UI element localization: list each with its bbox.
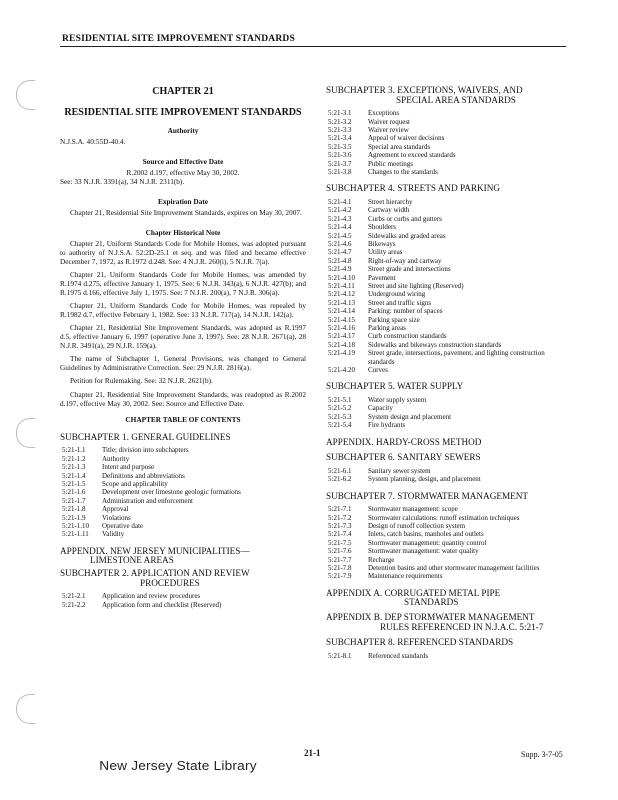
section-number: 5:21-1.2: [62, 454, 86, 463]
toc-entry: [326, 265, 566, 273]
section-number: 5:21-3.1: [328, 109, 352, 118]
toc-entry: [326, 522, 539, 530]
section-title: Sidewalks and bikeways construction standards: [368, 340, 502, 349]
appendix-b-line: APPENDIX B. DEP STORMWATER MANAGEMENT: [326, 612, 535, 623]
library-stamp: New Jersey State Library: [99, 758, 257, 773]
toc-entry: [60, 522, 241, 530]
expiration-heading: Expiration Date: [157, 196, 209, 206]
section-title: Application and review procedures: [102, 592, 201, 601]
section-title: Street and traffic signs: [368, 298, 432, 307]
section-number: 5:21-5.2: [328, 404, 352, 413]
toc-entry: [60, 497, 241, 505]
section-title: Street and site lighting (Reserved): [368, 282, 464, 290]
section-title: Recharge: [368, 555, 395, 564]
section-title: System design and placement: [368, 412, 452, 421]
section-number: 5:21-4.2: [328, 206, 352, 215]
subchapter-3-title: [326, 86, 566, 105]
section-title: Stormwater management: quantity control: [368, 538, 487, 547]
subchapter-1-title: SUBCHAPTER 1. GENERAL GUIDELINES: [60, 431, 231, 442]
toc-entry: [326, 316, 566, 324]
toc-entry: [326, 349, 566, 366]
toc-entry: [326, 505, 539, 513]
history-paragraph: Chapter 21, Uniform Standards Code for Mobile Homes, was amended by R.1974 d.275, effective January 1, 1975. See: 6 N.J.R. 343(a), 6 N.J.R. 427(b); and R.1975 d.166, effective July 1, 1975. See: 7 N.J.R. 200(a), 7 N.J.R. 306(a).: [60, 270, 306, 297]
toc-entry: [60, 592, 221, 600]
section-title: Sanitary sewer system: [368, 466, 431, 475]
section-number: 5:21-7.2: [328, 513, 352, 522]
toc-entry: [60, 455, 241, 463]
section-title: Street grade and intersections: [368, 265, 451, 274]
section-number: 5:21-4.15: [328, 315, 356, 324]
section-title: Authority: [102, 454, 130, 463]
appendix-b-title: [326, 613, 566, 632]
section-title: Curves: [368, 365, 388, 374]
section-title: Violations: [102, 513, 131, 522]
subchapter-3-title-line: SPECIAL AREA STANDARDS: [396, 94, 516, 105]
history-paragraph: Chapter 21, Uniform Standards Code for Mobile Homes, was adopted pursuant to authority of N.J.S.A. 52:2D-25.1 et seq. and was filed and became effective December 7, 1972, as R.1972 d.248. See: 4 N.J.R. 260(i), 5 N.J.R. 7(a).: [60, 239, 306, 266]
section-title: Appeal of waiver decisions: [368, 134, 445, 143]
toc-entry: [60, 601, 221, 609]
toc-entry: [60, 530, 241, 538]
toc-entry: [326, 290, 566, 298]
section-title: Parking space size: [368, 315, 420, 324]
section-number: 5:21-7.8: [328, 564, 352, 572]
section-number: 5:21-1.5: [62, 480, 86, 489]
toc-entry: [326, 274, 566, 282]
section-number: 5:21-7.6: [328, 547, 352, 556]
appendix-a-title: [326, 589, 566, 608]
section-number: 5:21-7.3: [328, 522, 352, 531]
section-title: Title; division into subchapters: [102, 446, 189, 455]
toc-entry: [326, 118, 456, 126]
section-title: Stormwater calculations: runoff estimation techniques: [368, 513, 520, 522]
toc-entry: [326, 556, 539, 564]
authority-text: N.J.S.A. 40:55D-40.4.: [60, 137, 126, 147]
section-number: 5:21-4.8: [328, 256, 352, 265]
subchapter-2-title: [60, 569, 306, 588]
section-number: 5:21-3.8: [328, 168, 352, 177]
toc-entry: [326, 539, 539, 547]
toc-entry: [326, 413, 451, 421]
section-title: Street grade, intersections, pavement, and lighting construction standards: [368, 349, 545, 366]
section-number: 5:21-3.2: [328, 117, 352, 126]
subchapter-2-title-line: SUBCHAPTER 2. APPLICATION AND REVIEW: [60, 568, 250, 579]
subchapter-6-title: SUBCHAPTER 6. SANITARY SEWERS: [326, 452, 481, 463]
supplement-date: Supp. 3-7-05: [521, 750, 563, 759]
toc-entry: [326, 143, 456, 151]
page-number: 21-1: [304, 748, 321, 758]
toc-entry: [326, 299, 566, 307]
section-title: Design of runoff collection system: [368, 522, 466, 531]
section-number: 5:21-4.20: [328, 365, 356, 374]
subchapter-8-list: [326, 652, 428, 660]
section-number: 5:21-3.4: [328, 134, 352, 143]
section-number: 5:21-4.16: [328, 323, 356, 332]
section-title: Curbs or curbs and gutters: [368, 214, 442, 223]
toc-entry: [60, 472, 241, 480]
section-title: Special area standards: [368, 142, 431, 151]
section-number: 5:21-4.1: [328, 198, 352, 207]
section-number: 5:21-4.19: [328, 349, 356, 358]
subchapter-1-list: [60, 446, 241, 538]
section-title: Underground wiring: [368, 290, 426, 299]
toc-entry: [326, 307, 566, 315]
source-line: See: 33 N.J.R. 3391(a), 34 N.J.R. 2311(b).: [60, 177, 185, 187]
subchapter-6-list: [326, 467, 481, 484]
section-title: Pavement: [368, 273, 396, 282]
section-title: Waiver review: [368, 126, 409, 135]
subchapter-3-title-line: SUBCHAPTER 3. EXCEPTIONS, WAIVERS, AND: [326, 85, 523, 95]
section-title: Approval: [102, 505, 129, 514]
section-number: 5:21-5.4: [328, 421, 352, 430]
section-title: Stormwater management: scope: [368, 505, 458, 514]
toc-entry: [326, 109, 456, 117]
section-number: 5:21-1.10: [62, 522, 90, 530]
toc-entry: [326, 514, 539, 522]
subchapter-4-title: SUBCHAPTER 4. STREETS AND PARKING: [326, 183, 500, 194]
section-number: 5:21-7.5: [328, 538, 352, 547]
section-number: 5:21-7.9: [328, 572, 352, 581]
subchapter-5-list: [326, 396, 451, 430]
section-number: 5:21-1.6: [62, 488, 86, 497]
history-paragraph: Petition for Rulemaking. See: 32 N.J.R. 2621(b).: [70, 376, 213, 386]
section-number: 5:21-4.3: [328, 214, 352, 223]
toc-entry: [326, 564, 539, 572]
section-title: Inlets, catch basins, manholes and outlets: [368, 530, 484, 539]
section-number: 5:21-1.7: [62, 496, 86, 505]
toc-entry: [60, 446, 241, 454]
section-title: Water supply system: [368, 395, 427, 404]
section-title: Parking areas: [368, 323, 406, 332]
section-title: Application form and checklist (Reserved): [102, 600, 222, 609]
section-number: 5:21-4.11: [328, 282, 355, 290]
section-title: Changes to the standards: [368, 168, 438, 177]
section-title: Operative date: [102, 522, 144, 530]
toc-entry: [326, 404, 451, 412]
section-title: Exceptions: [368, 109, 400, 118]
chapter-number: CHAPTER 21: [152, 86, 214, 97]
section-number: 5:21-1.1: [62, 446, 86, 455]
history-heading: Chapter Historical Note: [145, 227, 221, 237]
section-title: Sidewalks and graded areas: [368, 231, 446, 240]
section-number: 5:21-6.1: [328, 466, 352, 475]
section-title: Capacity: [368, 404, 393, 413]
toc-entry: [326, 198, 566, 206]
section-number: 5:21-3.5: [328, 142, 352, 151]
toc-entry: [326, 126, 456, 134]
toc-entry: [326, 547, 539, 555]
section-number: 5:21-1.4: [62, 471, 86, 480]
toc-entry: [326, 341, 566, 349]
section-title: Utility areas: [368, 248, 403, 257]
source-line: R.2002 d.197, effective May 30, 2002.: [126, 168, 240, 178]
section-title: Intent and purpose: [102, 463, 155, 472]
section-title: Validity: [102, 530, 125, 539]
toc-entry: [326, 134, 456, 142]
section-title: Bikeways: [368, 240, 396, 249]
history-paragraph: Chapter 21, Residential Site Improvement Standards, was adopted as R.1997 d.5, effective January 6, 1997 (operative June 3, 1997). See: 28 N.J.R. 2671(a), 28 N.J.R. 3491(a), 29 N.J.R. 159(a).: [60, 323, 306, 350]
section-title: Definitions and abbreviations: [102, 471, 185, 480]
section-number: 5:21-3.3: [328, 126, 352, 135]
toc-entry: [326, 652, 428, 660]
toc-entry: [326, 160, 456, 168]
history-paragraph: Chapter 21, Residential Site Improvement Standards, was readopted as R.2002 d.197, effective May 30, 2002. See: Source and Effective Date.: [60, 390, 306, 408]
section-title: Fire hydrants: [368, 421, 406, 430]
section-number: 5:21-4.18: [328, 340, 356, 349]
section-title: Referenced standards: [368, 652, 429, 661]
section-number: 5:21-4.6: [328, 240, 352, 249]
toc-entry: [326, 366, 566, 374]
header-rule: [60, 46, 566, 47]
section-number: 5:21-5.3: [328, 412, 352, 421]
section-number: 5:21-4.7: [328, 248, 352, 257]
section-title: Shoulders: [368, 223, 396, 232]
appendix-nj-line: LIMESTONE AREAS: [90, 555, 174, 566]
section-number: 5:21-5.1: [328, 395, 352, 404]
authority-heading: Authority: [167, 125, 199, 135]
toc-entry: [326, 151, 456, 159]
section-number: 5:21-6.2: [328, 475, 352, 484]
history-paragraph: The name of Subchapter 1, General Provisions, was changed to General Guidelines by Administrative Correction. See: 29 N.J.R. 2816(a).: [60, 354, 306, 372]
appendix-a-line: APPENDIX A. CORRUGATED METAL PIPE: [326, 587, 501, 598]
section-title: Scope and applicability: [102, 480, 168, 489]
section-number: 5:21-7.7: [328, 555, 352, 564]
subchapter-5-title: SUBCHAPTER 5. WATER SUPPLY: [326, 381, 464, 392]
toc-entry: [326, 282, 566, 290]
toc-entry: [60, 463, 241, 471]
toc-entry: [326, 232, 566, 240]
section-title: Stormwater management: water quality: [368, 547, 479, 556]
toc-entry: [326, 530, 539, 538]
toc-entry: [326, 467, 481, 475]
subchapter-4-list: [326, 198, 566, 374]
left-column: [60, 86, 306, 617]
expiration-text: Chapter 21, Residential Site Improvement Standards, expires on May 30, 2007.: [70, 208, 302, 218]
section-title: Cartway width: [368, 206, 410, 215]
section-number: 5:21-4.17: [328, 332, 356, 341]
subchapter-3-list: [326, 109, 456, 176]
toc-entry: [326, 324, 566, 332]
appendix-a-line: STANDARDS: [404, 597, 459, 608]
right-column: [326, 86, 566, 668]
section-title: Waiver request: [368, 117, 410, 126]
punch-hole-mark: [16, 694, 35, 724]
section-title: Curb construction standards: [368, 332, 447, 341]
section-title: Maintenance requirements: [368, 572, 443, 581]
section-title: Detention basins and other stormwater management facilities: [368, 564, 540, 572]
source-heading: Source and Effective Date: [142, 156, 224, 166]
subchapter-2-title-line: PROCEDURES: [140, 577, 200, 588]
appendix-b-line: RULES REFERENCED IN N.J.A.C. 5:21-7: [380, 621, 544, 632]
toc-entry: [60, 480, 241, 488]
section-title: Street hierarchy: [368, 198, 413, 207]
appendix-hardy-title: APPENDIX. HARDY-CROSS METHOD: [326, 436, 482, 447]
section-number: 5:21-7.4: [328, 530, 352, 539]
section-number: 5:21-4.5: [328, 231, 352, 240]
toc-entry: [326, 215, 566, 223]
toc-entry: [326, 257, 566, 265]
section-title: Public meetings: [368, 159, 413, 168]
toc-entry: [60, 514, 241, 522]
section-title: Development over limestone geologic formations: [102, 488, 241, 497]
toc-entry: [326, 168, 456, 176]
toc-entry: [326, 396, 451, 404]
toc-entry: [60, 505, 241, 513]
subchapter-2-list: [60, 592, 221, 609]
section-number: 5:21-4.9: [328, 265, 352, 274]
section-title: Parking: number of spaces: [368, 307, 443, 316]
toc-entry: [326, 572, 539, 580]
toc-entry: [326, 475, 481, 483]
punch-hole-mark: [16, 80, 35, 110]
toc-entry: [326, 332, 566, 340]
section-number: 5:21-8.1: [328, 652, 352, 661]
section-title: Administration and enforcement: [102, 496, 193, 505]
appendix-nj-title: [60, 547, 306, 566]
section-number: 5:21-3.7: [328, 159, 352, 168]
toc-entry: [326, 240, 566, 248]
section-number: 5:21-3.6: [328, 151, 352, 160]
toc-entry: [326, 223, 566, 231]
section-number: 5:21-7.1: [328, 505, 352, 514]
toc-entry: [326, 206, 566, 214]
subchapter-7-title: SUBCHAPTER 7. STORMWATER MANAGEMENT: [326, 490, 528, 501]
section-title: Agreement to exceed standards: [368, 151, 456, 160]
toc-entry: [326, 421, 451, 429]
toc-entry: [60, 488, 241, 496]
section-number: 5:21-1.11: [62, 530, 89, 539]
section-title: Right-of-way and cartway: [368, 256, 442, 265]
section-number: 5:21-1.9: [62, 513, 86, 522]
section-number: 5:21-4.12: [328, 290, 356, 299]
history-paragraph: Chapter 21, Uniform Standards Code for Mobile Homes, was repealed by R.1982 d.7, effective February 1, 1982. See: 13 N.J.R. 717(a), 14 N.J.R. 142(a).: [60, 301, 306, 319]
punch-hole-mark: [16, 418, 35, 448]
section-number: 5:21-4.14: [328, 307, 356, 316]
subchapter-8-title: SUBCHAPTER 8. REFERENCED STANDARDS: [326, 637, 514, 648]
section-number: 5:21-4.4: [328, 223, 352, 232]
running-header: RESIDENTIAL SITE IMPROVEMENT STANDARDS: [62, 34, 295, 44]
section-number: 5:21-2.2: [62, 600, 86, 609]
chapter-title: RESIDENTIAL SITE IMPROVEMENT STANDARDS: [64, 106, 302, 118]
subchapter-7-list: [326, 505, 539, 581]
section-number: 5:21-1.3: [62, 463, 86, 472]
section-number: 5:21-2.1: [62, 592, 86, 601]
section-number: 5:21-1.8: [62, 505, 86, 514]
appendix-nj-line: APPENDIX. NEW JERSEY MUNICIPALITIES—: [60, 545, 250, 556]
toc-heading: CHAPTER TABLE OF CONTENTS: [125, 415, 241, 425]
toc-entry: [326, 248, 566, 256]
section-number: 5:21-4.10: [328, 273, 356, 282]
section-title: System planning, design, and placement: [368, 475, 481, 484]
section-number: 5:21-4.13: [328, 298, 356, 307]
